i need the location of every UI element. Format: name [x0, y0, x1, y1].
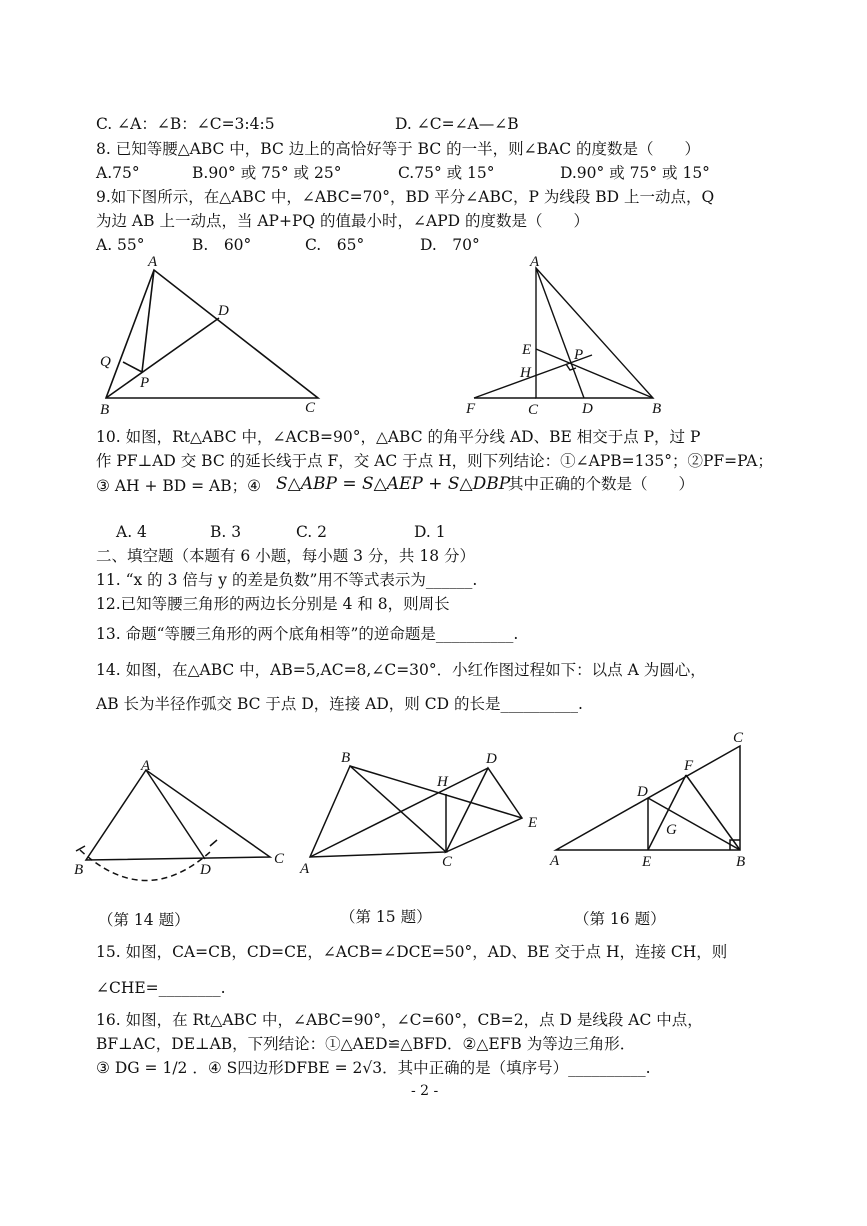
q15-stem-1: 15. 如图，CA=CB，CD=CE，∠ACB=∠DCE=50°，AD、BE 交于点 H，连接 CH，则 [96, 943, 728, 961]
fig10-label-P: P [574, 347, 584, 363]
q10-option-b: B. 3 [210, 523, 242, 541]
fig15-label-H: H [437, 774, 448, 790]
q15-stem-2: ∠CHE=________. [96, 979, 226, 997]
fig16-label-E: E [642, 854, 652, 870]
fig9a-label-P: P [140, 375, 150, 391]
fig10-label-F: F [466, 401, 476, 417]
q16-stem-2: BF⊥AC，DE⊥AB，下列结论：①△AED≌△BFD．②△EFB 为等边三角形． [96, 1035, 636, 1053]
fig10-label-D: D [582, 401, 593, 417]
fig16-label-D: D [637, 784, 648, 800]
q10-option-d: D. 1 [414, 523, 446, 541]
caption-q15: （第 15 题） [340, 908, 432, 926]
q8-stem: 8. 已知等腰△ABC 中，BC 边上的高恰好等于 BC 的一半，则∠BAC 的度数是（ ） [96, 140, 701, 158]
fig16-label-B: B [736, 854, 746, 870]
q16-stem-3: ③ DG = 1/2 ．④ S四边形DFBE = 2√3．其中正确的是（填序号）__________. [96, 1059, 651, 1077]
fig10-label-A: A [530, 254, 540, 270]
fig15-label-A: A [300, 861, 310, 877]
caption-q14: （第 14 题） [98, 911, 190, 929]
q10-option-c: C. 2 [296, 523, 328, 541]
caption-q16: （第 16 题） [574, 910, 666, 928]
fig14-label-D: D [200, 862, 211, 878]
fig16-label-F: F [684, 758, 694, 774]
q10-stem-1: 10. 如图，Rt△ABC 中，∠ACB=90°，△ABC 的角平分线 AD、BE 相交于点 P，过 P [96, 428, 701, 446]
fig15-label-B: B [341, 750, 351, 766]
q8-option-c: C.75° 或 15° [398, 164, 495, 182]
q8-option-d: D.90° 或 75° 或 15° [560, 164, 710, 182]
q10-option-a: A. 4 [116, 523, 147, 541]
fig16-label-A: A [550, 853, 560, 869]
page-number: - 2 - [411, 1083, 439, 1099]
q9-option-d: D. 70° [420, 236, 480, 254]
q8-option-a: A.75° [96, 164, 140, 182]
fig9a-label-A: A [148, 254, 158, 270]
q9-stem-2: 为边 AB 上一动点，当 AP+PQ 的值最小时，∠APD 的度数是（ ） [96, 212, 590, 230]
q13: 13. 命题“等腰三角形的两个底角相等”的逆命题是__________. [96, 625, 519, 643]
q8-option-b: B.90° 或 75° 或 25° [192, 164, 342, 182]
fig10-label-C: C [528, 402, 539, 418]
fig10-label-H: H [520, 365, 531, 381]
q10-stem-3c: 其中正确的个数是（ ） [508, 475, 695, 493]
q9-option-c: C. 65° [305, 236, 365, 254]
q9-option-a: A. 55° [96, 236, 145, 254]
q12: 12.已知等腰三角形的两边长分别是 4 和 8，则周长 [96, 595, 450, 613]
fig16-label-G: G [666, 822, 677, 838]
q10-formula: S△ABP = S△AEP + S△DBP [276, 474, 511, 494]
fig9a-label-D: D [218, 303, 229, 319]
fig15-label-C: C [442, 854, 453, 870]
q14-stem-1: 14. 如图，在△ABC 中，AB=5,AC=8,∠C=30°．小红作图过程如下：以点 A 为圆心， [96, 661, 706, 679]
fig14-label-A: A [141, 758, 151, 774]
fig9a-label-Q: Q [100, 354, 111, 370]
q14-stem-2: AB 长为半径作弧交 BC 于点 D，连接 AD，则 CD 的长是__________. [96, 695, 583, 713]
fig10-label-E: E [522, 342, 532, 358]
section-2-heading: 二、填空题（本题有 6 小题，每小题 3 分，共 18 分） [96, 547, 476, 565]
fig9a-label-B: B [100, 402, 110, 418]
fig16-label-C: C [733, 730, 744, 746]
fig15-label-D: D [486, 751, 497, 767]
q9-option-b: B. 60° [192, 236, 252, 254]
q9-stem-1: 9.如下图所示，在△ABC 中，∠ABC=70°，BD 平分∠ABC，P 为线段 BD 上一动点，Q [96, 188, 715, 206]
fig9a-label-C: C [305, 400, 316, 416]
q11: 11. “x 的 3 倍与 y 的差是负数”用不等式表示为______. [96, 571, 478, 589]
q7-option-d: D. ∠C=∠A—∠B [395, 115, 519, 133]
q10-stem-2: 作 PF⊥AD 交 BC 的延长线于点 F，交 AC 于点 H，则下列结论：①∠APB=135°；②PF=PA； [96, 452, 773, 470]
fig14-label-C: C [274, 851, 285, 867]
fig15-label-E: E [528, 815, 538, 831]
q7-option-c: C. ∠A：∠B：∠C=3:4:5 [96, 115, 275, 133]
q10-stem-3a: ③ AH + BD = AB；④ [96, 477, 262, 495]
fig10-label-B: B [652, 401, 662, 417]
fig14-label-B: B [74, 862, 84, 878]
q16-stem-1: 16. 如图，在 Rt△ABC 中，∠ABC=90°，∠C=60°，CB=2，点 D 是线段 AC 中点， [96, 1011, 703, 1029]
